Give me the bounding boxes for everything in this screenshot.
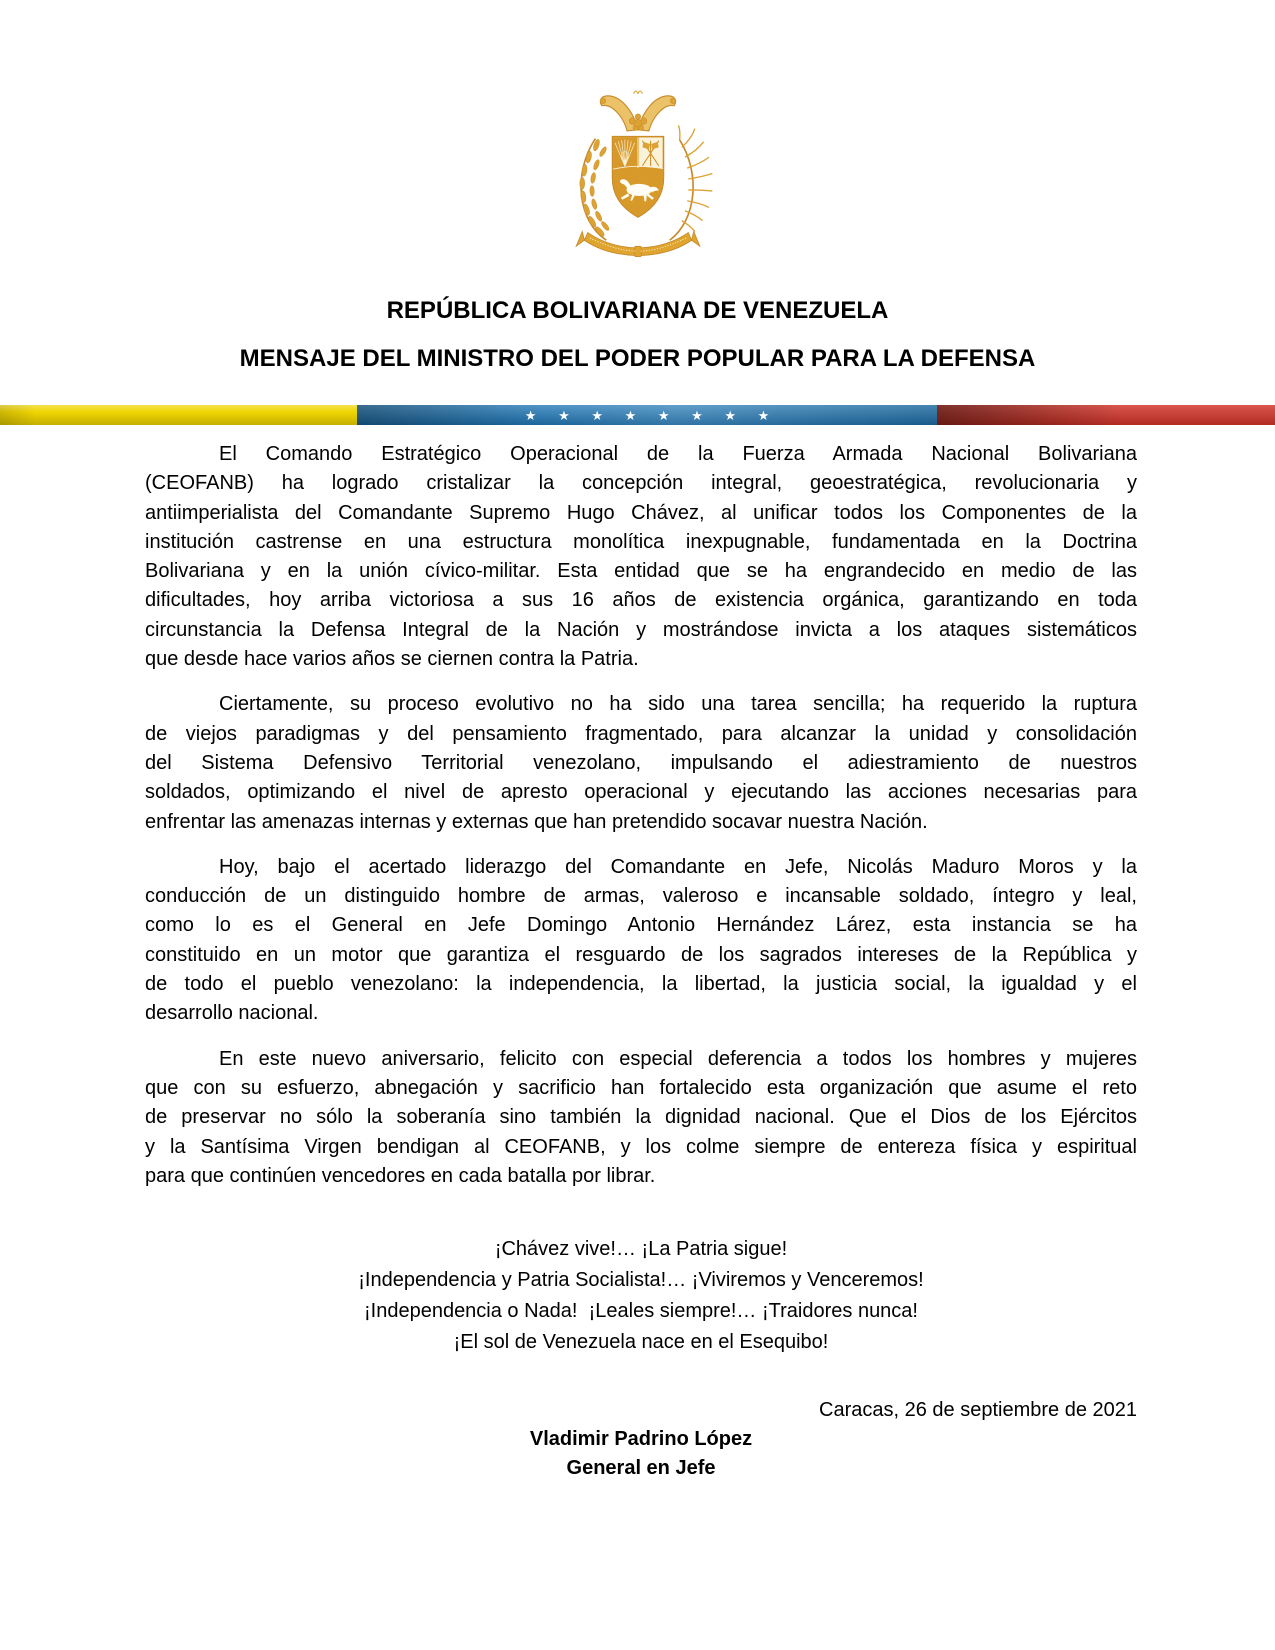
paragraph-1 bbox=[145, 440, 1137, 674]
text-line: desarrollo nacional. bbox=[145, 1002, 319, 1025]
text-line: para que continúen vencedores en cada batalla por librar. bbox=[145, 1164, 656, 1187]
text-line: de todo el pueblo venezolano: la independencia, la libertad, la justicia social, la igualdad y el bbox=[145, 973, 1137, 996]
text-line: Hoy, bajo el acertado liderazgo del Comandante en Jefe, Nicolás Maduro Moros y la bbox=[219, 855, 1137, 878]
slogan-line: ¡Independencia y Patria Socialista!… ¡Viviremos y Venceremos! bbox=[358, 1269, 924, 1292]
flag-blue-segment bbox=[357, 405, 937, 425]
text-line: como lo es el General en Jefe Domingo Antonio Hernández Lárez, esta instancia se ha bbox=[145, 914, 1137, 937]
signature-rank: General en Jefe bbox=[566, 1457, 716, 1480]
text-line: que desde hace varios años se ciernen contra la Patria. bbox=[145, 648, 639, 671]
laurel-branch bbox=[579, 139, 610, 241]
slogan-line: ¡Chávez vive!… ¡La Patria sigue! bbox=[494, 1238, 788, 1261]
text-line: El Comando Estratégico Operacional de la Fuerza Armada Nacional Bolivariana bbox=[219, 443, 1137, 465]
text-line: antiimperialista del Comandante Supremo Hugo Chávez, al unificar todos los Componentes de la bbox=[145, 501, 1137, 524]
slogan-line: ¡El sol de Venezuela nace en el Esequibo! bbox=[453, 1331, 829, 1354]
signature-name: Vladimir Padrino López bbox=[529, 1428, 753, 1451]
text-line: enfrentar las amenazas internas y externas que han pretendido socavar nuestra Nación. bbox=[145, 810, 928, 833]
text-line: de viejos paradigmas y del pensamiento fragmentado, para alcanzar la unidad y consolidación bbox=[145, 722, 1137, 745]
text-line: y la Santísima Virgen bendigan al CEOFANB, y los colme siempre de entereza física y espiritual bbox=[145, 1135, 1137, 1158]
paragraph-4 bbox=[145, 1045, 1137, 1191]
text-line: En este nuevo aniversario, felicito con especial deferencia a todos los hombres y mujeres bbox=[219, 1047, 1137, 1070]
palm-branch bbox=[669, 125, 712, 240]
slogans-block bbox=[145, 1234, 1137, 1358]
page-title: REPÚBLICA BOLIVARIANA DE VENEZUELA bbox=[386, 297, 889, 324]
text-line: Ciertamente, su proceso evolutivo no ha sido una tarea sencilla; ha requerido la ruptura bbox=[219, 693, 1137, 716]
cornucopias bbox=[600, 91, 675, 131]
text-line: del Sistema Defensivo Territorial venezolano, impulsando el adiestramiento de nuestros bbox=[145, 751, 1137, 774]
text-line: circunstancia la Defensa Integral de la Nación y mostrándose invicta a los ataques sistemáticos bbox=[145, 618, 1137, 641]
document-body bbox=[145, 440, 1137, 1483]
slogan-line: ¡Independencia o Nada! ¡Leales siempre!… ¡Traidores nunca! bbox=[363, 1300, 918, 1323]
flag-divider-bar bbox=[0, 405, 1275, 425]
flag-red-segment bbox=[937, 405, 1275, 425]
emblem-container bbox=[0, 0, 1275, 272]
text-line: Bolivariana y en la unión cívico-militar. Esta entidad que se ha engrandecido en medio de las bbox=[145, 560, 1137, 583]
flag-stars-icon: ★ ★ ★ ★ ★ ★ ★ ★ bbox=[524, 407, 779, 423]
venezuela-coat-of-arms-icon bbox=[556, 86, 720, 272]
dateline: Caracas, 26 de septiembre de 2021 bbox=[819, 1399, 1137, 1422]
shield bbox=[612, 136, 663, 217]
page-subtitle: MENSAJE DEL MINISTRO DEL PODER POPULAR PARA LA DEFENSA bbox=[239, 345, 1036, 372]
text-line: de preservar no sólo la soberanía sino también la dignidad nacional. Que el Dios de los Ejércitos bbox=[145, 1106, 1137, 1129]
text-line: constituido en un motor que garantiza el resguardo de los sagrados intereses de la República y bbox=[145, 943, 1137, 966]
text-line: (CEOFANB) ha logrado cristalizar la concepción integral, geoestratégica, revolucionaria y bbox=[145, 472, 1137, 495]
text-line: dificultades, hoy arriba victoriosa a sus 16 años de existencia orgánica, garantizando en toda bbox=[145, 589, 1137, 612]
ribbon bbox=[576, 231, 700, 256]
text-line: institución castrense en una estructura monolítica inexpugnable, fundamentada en la Doctrina bbox=[145, 530, 1137, 553]
signature-block bbox=[145, 1425, 1137, 1483]
paragraph-3 bbox=[145, 853, 1137, 1029]
text-line: soldados, optimizando el nivel de apresto operacional y ejecutando las acciones necesarias para bbox=[145, 781, 1137, 804]
flag-yellow-segment bbox=[0, 405, 357, 425]
text-line: conducción de un distinguido hombre de armas, valeroso e incansable soldado, íntegro y leal, bbox=[145, 885, 1137, 908]
paragraph-2 bbox=[145, 690, 1137, 836]
text-line: que con su esfuerzo, abnegación y sacrificio han fortalecido esta organización que asume el reto bbox=[145, 1076, 1137, 1099]
